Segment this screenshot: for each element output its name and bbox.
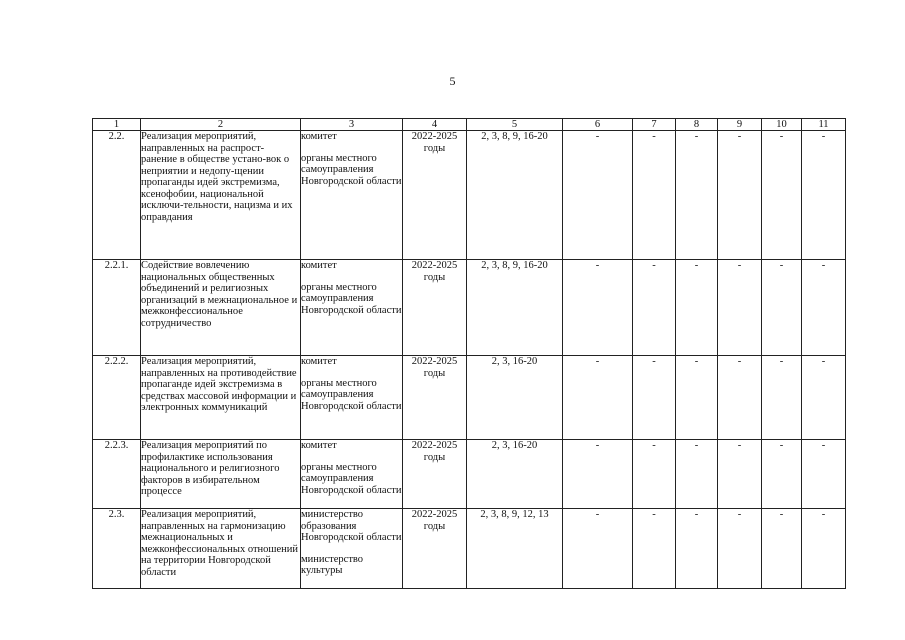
period-unit: годы: [423, 520, 446, 532]
executor: органы местного самоуправления Новгородской области: [301, 377, 402, 412]
executor: органы местного самоуправления Новгородской области: [301, 281, 402, 316]
column-header: 6: [563, 119, 633, 131]
period-years: 2022-2025: [411, 260, 458, 271]
period-cell: [403, 440, 467, 509]
value-cell: -: [633, 440, 676, 509]
page-number: 5: [449, 74, 456, 88]
value-cell: -: [633, 260, 676, 356]
value-cell: -: [802, 440, 846, 509]
measure-name: Реализация мероприятий по профилактике использования национального и религиозного факторов в избирательном процессе: [141, 440, 301, 509]
row-number: 2.2.3.: [93, 440, 141, 509]
value-cell: -: [718, 509, 762, 589]
value-cell: -: [718, 440, 762, 509]
executors-cell: [301, 260, 403, 356]
column-header: 11: [802, 119, 846, 131]
row-number: 2.2.1.: [93, 260, 141, 356]
value-cell: -: [718, 131, 762, 260]
value-cell: -: [802, 131, 846, 260]
executor: комитет: [301, 260, 337, 271]
measures-table: [92, 118, 846, 589]
column-header: 4: [403, 119, 467, 131]
table-row: [93, 131, 846, 260]
table-row: [93, 440, 846, 509]
value-cell: -: [762, 509, 802, 589]
value-cell: -: [563, 356, 633, 440]
executors-cell: [301, 509, 403, 589]
value-cell: -: [802, 356, 846, 440]
value-cell: -: [676, 440, 718, 509]
executor: органы местного самоуправления Новгородской области: [301, 461, 402, 496]
table-row: [93, 260, 846, 356]
value-cell: -: [718, 356, 762, 440]
value-cell: -: [633, 131, 676, 260]
value-cell: -: [676, 260, 718, 356]
value-cell: -: [563, 440, 633, 509]
executor: министерство культуры: [301, 553, 364, 576]
executor: комитет: [301, 440, 337, 451]
period-unit: годы: [423, 271, 446, 283]
executors-cell: [301, 356, 403, 440]
column-header: 9: [718, 119, 762, 131]
executors-cell: [301, 440, 403, 509]
period-years: 2022-2025: [411, 440, 458, 451]
period-cell: [403, 356, 467, 440]
period-years: 2022-2025: [411, 356, 458, 367]
column-header: 2: [141, 119, 301, 131]
measure-name: Реализация мероприятий, направленных на распрост-ранение в обществе устано-вок о неприятии и недопу-щении пропаганды идей экстремизма, ксенофобии, национальной исключи-тельности, нацизма и их оправдания: [141, 131, 301, 260]
executor: министерство образования Новгородской области: [301, 509, 402, 543]
period-years: 2022-2025: [411, 131, 458, 142]
value-cell: -: [633, 356, 676, 440]
value-cell: -: [633, 509, 676, 589]
value-cell: -: [676, 131, 718, 260]
column-header: 7: [633, 119, 676, 131]
value-cell: -: [676, 509, 718, 589]
value-cell: -: [718, 260, 762, 356]
column-header: 5: [467, 119, 563, 131]
value-cell: -: [563, 260, 633, 356]
period-unit: годы: [423, 142, 446, 154]
period-unit: годы: [423, 451, 446, 463]
value-cell: -: [802, 260, 846, 356]
column-header: 3: [301, 119, 403, 131]
period-years: 2022-2025: [411, 509, 458, 520]
executor: комитет: [301, 356, 337, 367]
column-header: 8: [676, 119, 718, 131]
measure-name: Реализация мероприятий, направленных на противодействие пропаганде идей экстремизма в средствах массовой информации и электронных коммуникаций: [141, 356, 301, 440]
indicators-cell: 2, 3, 8, 9, 16-20: [467, 260, 563, 356]
row-number: 2.3.: [93, 509, 141, 589]
table-row: [93, 509, 846, 589]
executor: комитет: [301, 131, 337, 142]
indicators-cell: 2, 3, 8, 9, 12, 13: [467, 509, 563, 589]
header-row: [93, 119, 846, 131]
executor: органы местного самоуправления Новгородской области: [301, 152, 402, 187]
value-cell: -: [762, 440, 802, 509]
column-header: 10: [762, 119, 802, 131]
period-cell: [403, 131, 467, 260]
value-cell: -: [762, 260, 802, 356]
measure-name: Реализация мероприятий, направленных на гармонизацию межнациональных и межконфессиональных отношений на территории Новгородской области: [141, 509, 301, 589]
period-cell: [403, 509, 467, 589]
value-cell: -: [802, 509, 846, 589]
indicators-cell: 2, 3, 16-20: [467, 356, 563, 440]
value-cell: -: [762, 131, 802, 260]
table-row: [93, 356, 846, 440]
value-cell: -: [563, 131, 633, 260]
column-header: 1: [93, 119, 141, 131]
value-cell: -: [676, 356, 718, 440]
indicators-cell: 2, 3, 8, 9, 16-20: [467, 131, 563, 260]
value-cell: -: [762, 356, 802, 440]
measure-name: Содействие вовлечению национальных общественных объединений и религиозных организаций в межнациональное и межконфессиональное сотрудничество: [141, 260, 301, 356]
row-number: 2.2.: [93, 131, 141, 260]
row-number: 2.2.2.: [93, 356, 141, 440]
period-cell: [403, 260, 467, 356]
value-cell: -: [563, 509, 633, 589]
indicators-cell: 2, 3, 16-20: [467, 440, 563, 509]
period-unit: годы: [423, 367, 446, 379]
executors-cell: [301, 131, 403, 260]
